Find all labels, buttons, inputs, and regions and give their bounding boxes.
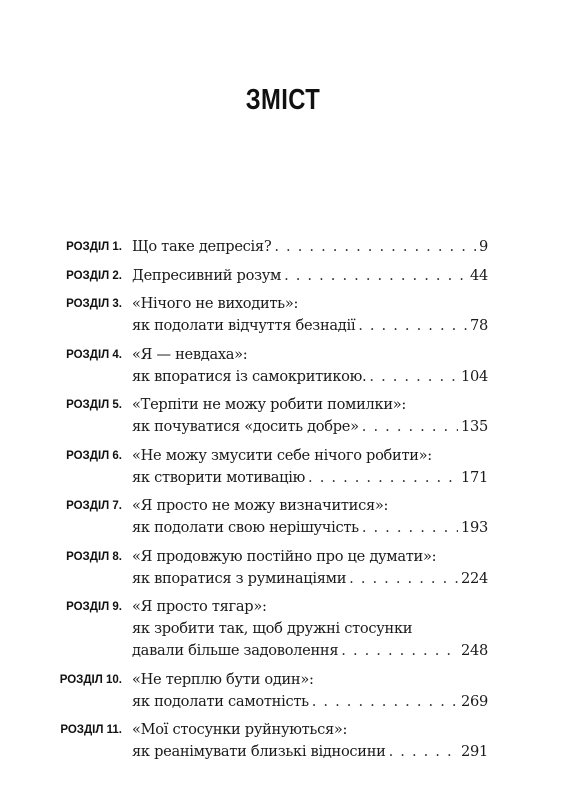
chapter-title-line — [132, 517, 488, 539]
chapter-title-line — [132, 416, 488, 438]
page-number: 104 — [461, 367, 488, 385]
chapter-title-text: як реанімувати близькі відносини — [132, 743, 386, 760]
chapter-body — [132, 669, 488, 713]
chapter-title-text: як подолати свою нерішучість — [132, 519, 359, 536]
chapter-title-line — [132, 445, 488, 467]
chapter-title-line — [132, 495, 488, 517]
chapter-title-line — [132, 568, 488, 590]
chapter-title-line — [132, 691, 488, 713]
chapter-title-line — [132, 546, 488, 568]
toc-entry — [50, 719, 488, 763]
chapter-title-text: «Терпіти не можу робити помилки»: — [132, 396, 407, 413]
chapter-label: РОЗДІЛ 5. — [66, 399, 122, 411]
chapter-title-line — [132, 344, 488, 366]
toc-entry — [50, 495, 488, 539]
toc-entry — [50, 293, 488, 337]
chapter-title-text: «Не можу змусити себе нічого робити»: — [132, 446, 432, 464]
page-title: ЗМІСТ — [245, 84, 321, 116]
toc-entry — [50, 344, 488, 388]
table-of-contents — [50, 236, 488, 770]
chapter-title-text: як впоратися із самокритикою. — [132, 367, 367, 385]
chapter-title-text: як подолати відчуття безнадії — [132, 317, 356, 334]
chapter-title-text: давали більше задоволення — [132, 642, 339, 659]
chapter-title-text: Депресивний розум — [132, 266, 282, 284]
chapter-body — [132, 236, 488, 258]
chapter-title-line — [132, 265, 488, 287]
toc-entry — [50, 265, 488, 287]
page-number: 291 — [461, 743, 488, 760]
dot-leader — [312, 691, 458, 713]
page-number: 135 — [461, 418, 488, 435]
chapter-label: РОЗДІЛ 9. — [66, 601, 122, 613]
page-number: 224 — [461, 569, 488, 587]
chapter-title-text: «Мої стосунки руйнуються»: — [132, 721, 348, 738]
chapter-body — [132, 265, 488, 287]
dot-leader — [349, 568, 458, 590]
chapter-title-line — [132, 467, 488, 489]
dot-leader — [341, 640, 458, 662]
chapter-title-text: як створити мотивацію — [132, 468, 306, 486]
chapter-label: РОЗДІЛ 1. — [66, 241, 122, 253]
toc-entry — [50, 669, 488, 713]
chapter-title-line — [132, 236, 488, 258]
chapter-body — [132, 344, 488, 388]
chapter-label: РОЗДІЛ 3. — [66, 298, 122, 310]
chapter-body — [132, 719, 488, 763]
chapter-title-text: «Нічого не виходить»: — [132, 295, 299, 312]
toc-entry — [50, 445, 488, 489]
chapter-title-line — [132, 596, 488, 618]
chapter-body — [132, 394, 488, 438]
toc-entry — [50, 236, 488, 258]
chapter-title-line — [132, 394, 488, 416]
dot-leader — [362, 517, 458, 539]
chapter-label: РОЗДІЛ 11. — [60, 724, 122, 736]
chapter-label: РОЗДІЛ 4. — [66, 348, 122, 361]
page-number: 269 — [461, 692, 488, 710]
chapter-body — [132, 445, 488, 489]
chapter-title-text: Що таке депресія? — [132, 238, 272, 255]
chapter-body — [132, 293, 488, 337]
chapter-title-text: «Я просто тягар»: — [132, 598, 267, 615]
chapter-title-line — [132, 366, 488, 388]
chapter-title-text: як подолати самотність — [132, 692, 309, 710]
dot-leader — [358, 315, 467, 337]
chapter-title-line — [132, 618, 488, 640]
chapter-body — [132, 546, 488, 590]
toc-entry — [50, 546, 488, 590]
chapter-label: РОЗДІЛ 7. — [66, 500, 122, 512]
page-number: 171 — [461, 468, 488, 486]
chapter-title-text: «Я продовжую постійно про це думати»: — [132, 547, 437, 565]
chapter-label: РОЗДІЛ 6. — [66, 449, 122, 462]
chapter-title-line — [132, 669, 488, 691]
chapter-title-line — [132, 293, 488, 315]
chapter-title-line — [132, 741, 488, 763]
chapter-label: РОЗДІЛ 2. — [66, 269, 122, 282]
dot-leader — [308, 467, 458, 489]
chapter-title-line — [132, 719, 488, 741]
dot-leader — [274, 236, 476, 258]
chapter-body — [132, 495, 488, 539]
chapter-title-line — [132, 640, 488, 662]
chapter-title-text: як зробити так, щоб дружні стосунки — [132, 620, 413, 637]
dot-leader — [362, 416, 458, 438]
page-number: 193 — [461, 519, 488, 536]
dot-leader — [389, 741, 458, 763]
chapter-body — [132, 596, 488, 662]
chapter-label: РОЗДІЛ 8. — [66, 550, 122, 563]
chapter-title-line — [132, 315, 488, 337]
page-number: 9 — [479, 238, 488, 255]
page-number: 44 — [470, 266, 488, 284]
page-number: 248 — [461, 642, 488, 659]
chapter-title-text: як впоратися з руминаціями — [132, 569, 347, 587]
toc-entry — [50, 394, 488, 438]
chapter-label: РОЗДІЛ 10. — [59, 673, 122, 686]
page-number: 78 — [470, 317, 488, 334]
dot-leader — [369, 366, 458, 388]
chapter-title-text: «Я — невдаха»: — [132, 345, 248, 363]
toc-entry — [50, 596, 488, 662]
chapter-title-text: «Не терплю бути один»: — [132, 670, 314, 688]
chapter-title-text: «Я просто не можу визначитися»: — [132, 497, 389, 514]
dot-leader — [284, 265, 467, 287]
chapter-title-text: як почуватися «досить добре» — [132, 418, 359, 435]
